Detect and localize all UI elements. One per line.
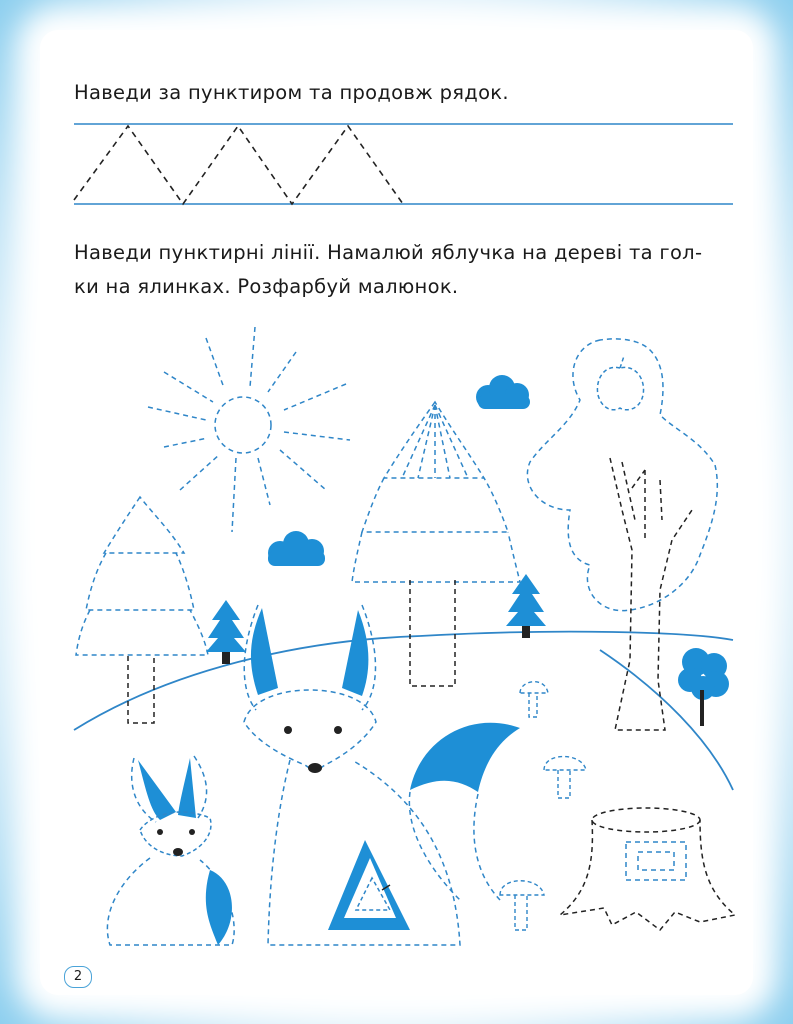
bush-tree-icon: [678, 648, 729, 726]
fox-icon[interactable]: [244, 605, 520, 945]
task-2-line-1: Наведи пунктирні лінії. Намалюй яблучка на дереві та гол-: [74, 241, 703, 264]
stump-icon[interactable]: [560, 808, 735, 930]
sun-icon[interactable]: [148, 327, 350, 532]
mushroom-icon[interactable]: [500, 682, 586, 930]
task-2-line-2: ки на ялинках. Розфарбуй малюнок.: [74, 275, 459, 298]
squirrel-icon[interactable]: [107, 756, 234, 945]
task-1-instruction: Наведи за пунктиром та продовж рядок.: [74, 81, 509, 104]
fir-tree-left[interactable]: [76, 497, 208, 723]
apple-icon[interactable]: [597, 356, 643, 410]
fir-tree-center[interactable]: [352, 402, 520, 686]
cloud-icon: [268, 375, 530, 566]
zigzag-tracing-row[interactable]: [74, 124, 733, 204]
page-number: 2: [64, 966, 92, 988]
